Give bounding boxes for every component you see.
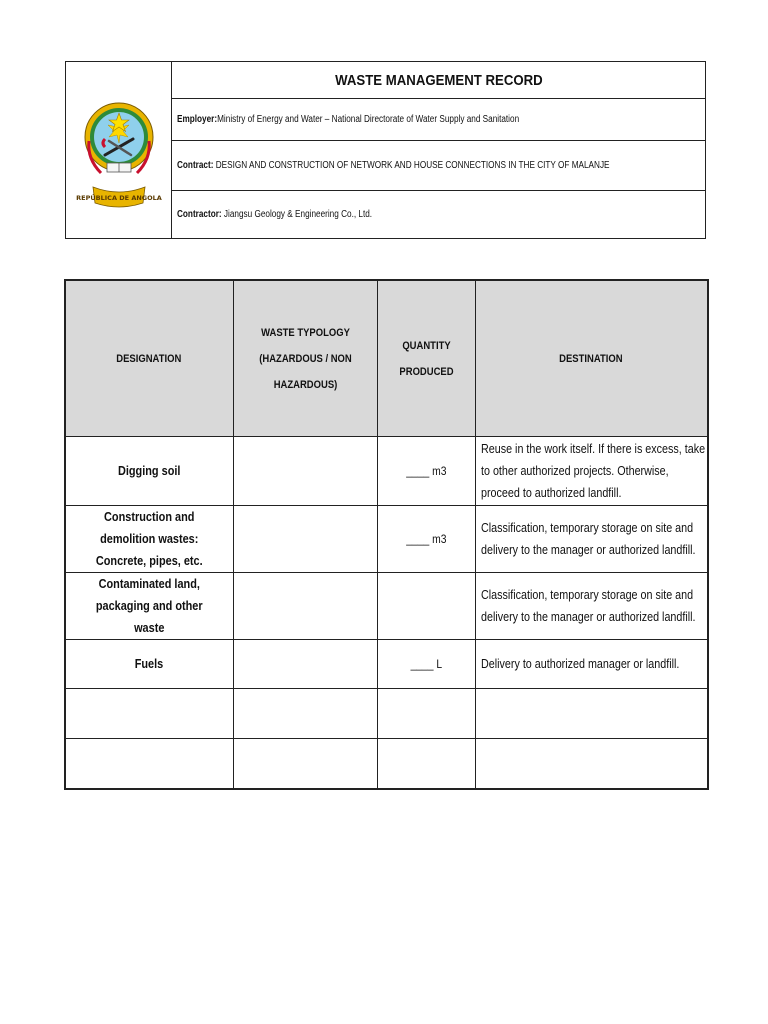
cell-typology[interactable] <box>233 689 377 739</box>
table-row <box>65 506 708 573</box>
document-header <box>65 61 706 239</box>
cell-designation: Fuels <box>65 640 233 689</box>
contractor-row <box>172 191 705 238</box>
cell-destination: Reuse in the work itself. If there is excess, take to other authorized projects. Otherwise, proceed to authorized landfill. <box>475 437 708 506</box>
cell-typology[interactable] <box>233 573 377 640</box>
contractor-label: Contractor: <box>177 209 222 220</box>
header-info <box>172 62 705 238</box>
waste-management-table <box>64 279 709 790</box>
cell-destination: Classification, temporary storage on site and delivery to the manager or authorized landfill. <box>475 506 708 573</box>
col-header-quantity: QUANTITY PRODUCED <box>377 280 475 437</box>
typology-line1: WASTE TYPOLOGY <box>260 326 350 339</box>
employer-row <box>172 99 705 141</box>
cell-quantity[interactable]: ____ m3 <box>377 437 475 506</box>
cell-typology[interactable] <box>233 506 377 573</box>
contractor-value: Jiangsu Geology & Engineering Co., Ltd. <box>223 209 373 220</box>
cell-designation: Contaminated land, packaging and other waste <box>65 573 233 640</box>
cell-quantity[interactable] <box>377 739 475 789</box>
cell-quantity[interactable] <box>377 573 475 640</box>
cell-quantity[interactable] <box>377 689 475 739</box>
cell-typology[interactable] <box>233 437 377 506</box>
cell-typology[interactable] <box>233 640 377 689</box>
col-header-designation: DESIGNATION <box>65 280 233 437</box>
cell-designation[interactable] <box>65 739 233 789</box>
cell-destination: Classification, temporary storage on site and delivery to the manager or authorized landfill. <box>475 573 708 640</box>
contract-row <box>172 141 705 191</box>
table-row <box>65 437 708 506</box>
cell-designation: Digging soil <box>65 437 233 506</box>
table-row <box>65 689 708 739</box>
document-title: WASTE MANAGEMENT RECORD <box>334 71 543 89</box>
contract-label: Contract: <box>177 160 214 171</box>
col-header-typology <box>233 280 377 437</box>
cell-typology[interactable] <box>233 739 377 789</box>
table-row <box>65 640 708 689</box>
cell-designation: Construction and demolition wastes: Concrete, pipes, etc. <box>65 506 233 573</box>
table-header-row <box>65 280 708 437</box>
cell-destination[interactable] <box>475 689 708 739</box>
angola-emblem-logo <box>75 79 162 221</box>
logo-cell <box>66 62 172 238</box>
cell-destination[interactable] <box>475 739 708 789</box>
contract-value: DESIGN AND CONSTRUCTION OF NETWORK AND HOUSE CONNECTIONS IN THE CITY OF MALANJE <box>215 160 610 171</box>
cell-destination: Delivery to authorized manager or landfill. <box>475 640 708 689</box>
typology-line2: (HAZARDOUS / NON HAZARDOUS) <box>258 352 352 391</box>
table-row <box>65 573 708 640</box>
cell-designation[interactable] <box>65 689 233 739</box>
cell-quantity[interactable]: ____ m3 <box>377 506 475 573</box>
cell-quantity[interactable]: ____ L <box>377 640 475 689</box>
col-header-destination: DESTINATION <box>475 280 708 437</box>
title-row <box>172 62 705 99</box>
svg-text:REPÚBLICA DE ANGOLA: REPÚBLICA DE ANGOLA <box>75 194 162 202</box>
employer-label: Employer: <box>177 114 218 125</box>
employer-value: Ministry of Energy and Water – National Directorate of Water Supply and Sanitation <box>217 114 520 125</box>
table-row <box>65 739 708 789</box>
